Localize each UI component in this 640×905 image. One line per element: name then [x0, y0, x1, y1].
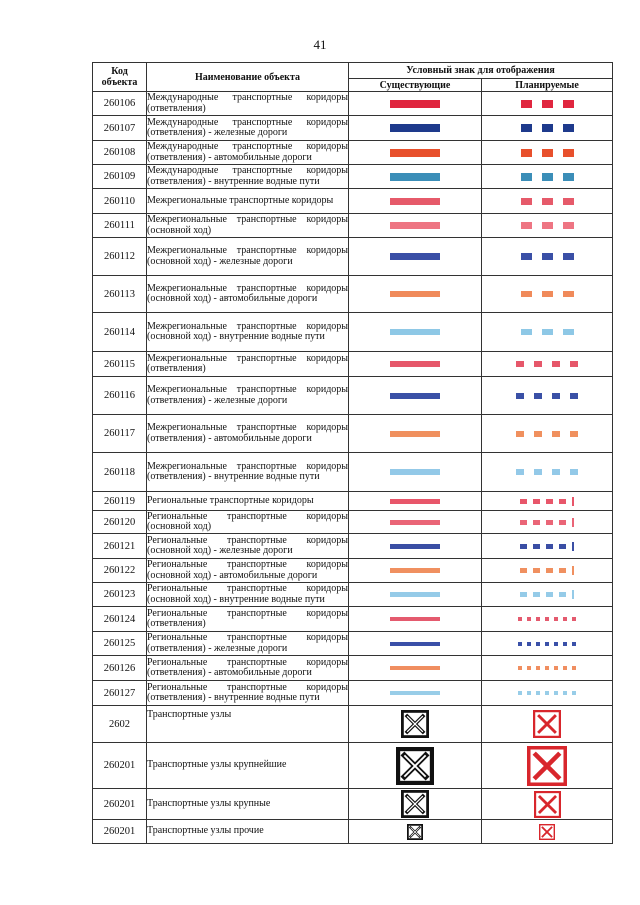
object-code: 260108	[93, 141, 147, 165]
dash-segment	[534, 469, 542, 475]
dash-segment	[518, 617, 522, 621]
existing-line-symbol	[390, 222, 440, 229]
dash-segment	[542, 222, 553, 229]
existing-symbol-cell	[349, 214, 482, 238]
object-name: Региональные транспортные коридоры (основной ход)	[147, 510, 348, 532]
dash-segment	[570, 431, 578, 437]
planned-symbol-cell	[482, 313, 613, 352]
planned-symbol-cell	[482, 632, 613, 656]
dash-segment	[563, 666, 567, 670]
table-row	[93, 743, 613, 789]
object-name: Межрегиональные транспортные коридоры (основной ход) - внутренние водные пути	[147, 313, 349, 352]
dash-segment	[533, 499, 540, 504]
dash-segment	[542, 149, 553, 157]
dash-segment	[563, 198, 574, 205]
dash-segment	[554, 617, 558, 621]
object-name: Региональные транспортные коридоры (ответвления)	[147, 607, 349, 632]
dash-segment	[563, 149, 574, 157]
dash-segment	[527, 617, 531, 621]
object-name: Международные транспортные коридоры (ответвления) - железные дороги	[147, 116, 349, 141]
dash-segment	[516, 431, 524, 437]
object-name: Межрегиональные транспортные коридоры (основной ход)	[147, 214, 348, 236]
planned-dashed-symbol	[520, 590, 574, 599]
planned-symbol-cell	[482, 189, 613, 214]
existing-symbol-cell	[349, 238, 482, 276]
dash-segment	[534, 431, 542, 437]
dash-segment	[545, 617, 549, 621]
object-code: 260115	[93, 352, 147, 377]
existing-line-symbol	[390, 642, 440, 646]
existing-line-symbol	[390, 198, 440, 205]
existing-symbol-cell	[349, 492, 482, 511]
dash-segment	[563, 124, 574, 132]
object-code: 260111	[93, 214, 147, 238]
planned-symbol-cell	[482, 681, 613, 706]
planned-dashed-symbol	[520, 542, 574, 551]
dash-segment	[572, 566, 574, 575]
dash-segment	[521, 291, 532, 297]
object-name: Межрегиональные транспортные коридоры (основной ход) - железные дороги	[147, 238, 349, 276]
dash-segment	[542, 253, 553, 260]
existing-symbol-cell	[349, 511, 482, 534]
dash-segment	[542, 100, 553, 108]
planned-transport-node-icon	[533, 710, 561, 738]
dash-segment	[542, 124, 553, 132]
dash-segment	[559, 520, 566, 525]
existing-line-symbol	[390, 393, 440, 399]
dash-segment	[563, 222, 574, 229]
planned-dashed-symbol	[516, 431, 578, 437]
dash-segment	[521, 198, 532, 205]
existing-line-symbol	[390, 361, 440, 367]
dash-segment	[533, 520, 540, 525]
table-row	[93, 681, 613, 706]
planned-dashed-symbol	[521, 291, 574, 297]
dash-segment	[546, 592, 553, 597]
planned-symbol-cell	[482, 534, 613, 559]
planned-symbol-cell	[482, 415, 613, 453]
object-name: Межрегиональные транспортные коридоры (ответвления) - автомобильные дороги	[147, 415, 349, 453]
dash-segment	[559, 544, 566, 549]
table-row	[93, 789, 613, 820]
object-code: 260120	[93, 511, 147, 534]
object-code: 2602	[93, 706, 147, 743]
dash-segment	[518, 691, 522, 695]
dash-segment	[554, 691, 558, 695]
table-row	[93, 632, 613, 656]
dash-segment	[563, 329, 574, 335]
planned-dashed-symbol	[516, 361, 578, 367]
planned-dashed-symbol	[521, 100, 574, 108]
object-code: 260201	[93, 743, 147, 789]
dash-segment	[533, 544, 540, 549]
existing-line-symbol	[390, 253, 440, 260]
dash-segment	[521, 222, 532, 229]
dash-segment	[559, 499, 566, 504]
object-code: 260113	[93, 276, 147, 313]
object-code: 260123	[93, 583, 147, 607]
object-name: Межрегиональные транспортные коридоры (ответвления) - железные дороги	[147, 377, 349, 415]
planned-dashed-symbol	[521, 149, 574, 157]
planned-symbol-cell	[482, 165, 613, 189]
object-code: 260126	[93, 656, 147, 681]
table-row	[93, 656, 613, 681]
dash-segment	[545, 666, 549, 670]
planned-dashed-symbol	[520, 497, 574, 506]
table-row	[93, 492, 613, 511]
existing-symbol-cell	[349, 92, 482, 116]
object-code: 260124	[93, 607, 147, 632]
planned-transport-node-icon	[539, 824, 555, 840]
object-code: 260110	[93, 189, 147, 214]
existing-line-symbol	[390, 544, 440, 549]
existing-symbol-cell	[349, 706, 482, 743]
planned-symbol-cell	[482, 453, 613, 492]
header-name: Наименование объекта	[147, 63, 349, 92]
planned-dashed-symbol	[518, 642, 576, 646]
dash-segment	[521, 124, 532, 132]
table-row	[93, 534, 613, 559]
planned-symbol-cell	[482, 559, 613, 583]
dash-segment	[563, 691, 567, 695]
dash-segment	[536, 666, 540, 670]
planned-symbol-cell	[482, 789, 613, 820]
dash-segment	[533, 592, 540, 597]
dash-segment	[516, 469, 524, 475]
table-row	[93, 238, 613, 276]
dash-segment	[518, 666, 522, 670]
dash-segment	[546, 568, 553, 573]
table-row	[93, 141, 613, 165]
object-code: 260119	[93, 492, 147, 511]
dash-segment	[516, 393, 524, 399]
existing-line-symbol	[390, 329, 440, 335]
dash-segment	[570, 469, 578, 475]
object-name: Региональные транспортные коридоры (основной ход) - железные дороги	[147, 534, 349, 559]
dash-segment	[536, 617, 540, 621]
object-name: Транспортные узлы прочие	[147, 820, 349, 844]
dash-segment	[563, 100, 574, 108]
dash-segment	[570, 361, 578, 367]
existing-symbol-cell	[349, 189, 482, 214]
table-row	[93, 116, 613, 141]
table-row	[93, 453, 613, 492]
planned-dashed-symbol	[521, 329, 574, 335]
object-name: Транспортные узлы крупнейшие	[147, 743, 349, 789]
header-planned: Планируемые	[482, 79, 613, 92]
object-name: Международные транспортные коридоры (ответвления) - автомобильные дороги	[147, 141, 348, 163]
planned-symbol-cell	[482, 92, 613, 116]
planned-symbol-cell	[482, 511, 613, 534]
planned-symbol-cell	[482, 238, 613, 276]
dash-segment	[546, 544, 553, 549]
dash-segment	[572, 497, 574, 506]
object-name: Региональные транспортные коридоры (ответвления) - автомобильные дороги	[147, 656, 349, 681]
object-name: Транспортные узлы крупные	[147, 789, 349, 820]
dash-segment	[545, 642, 549, 646]
dash-segment	[521, 329, 532, 335]
planned-symbol-cell	[482, 656, 613, 681]
table-row	[93, 607, 613, 632]
planned-symbol-cell	[482, 276, 613, 313]
table-row	[93, 415, 613, 453]
existing-transport-node-icon	[396, 747, 434, 785]
dash-segment	[520, 520, 527, 525]
dash-segment	[554, 666, 558, 670]
object-code: 260106	[93, 92, 147, 116]
planned-dashed-symbol	[521, 253, 574, 260]
dash-segment	[527, 666, 531, 670]
existing-symbol-cell	[349, 415, 482, 453]
existing-symbol-cell	[349, 276, 482, 313]
planned-symbol-cell	[482, 377, 613, 415]
existing-symbol-cell	[349, 559, 482, 583]
dash-segment	[542, 291, 553, 297]
planned-dashed-symbol	[518, 691, 576, 695]
object-code: 260125	[93, 632, 147, 656]
dash-segment	[559, 592, 566, 597]
dash-segment	[520, 544, 527, 549]
existing-symbol-cell	[349, 313, 482, 352]
object-name: Международные транспортные коридоры (ответвления) - внутренние водные пути	[147, 165, 348, 187]
dash-segment	[521, 100, 532, 108]
existing-transport-node-icon	[401, 790, 429, 818]
dash-segment	[521, 173, 532, 181]
dash-segment	[572, 666, 576, 670]
table-row	[93, 583, 613, 607]
dash-segment	[552, 431, 560, 437]
existing-symbol-cell	[349, 820, 482, 844]
object-code: 260121	[93, 534, 147, 559]
object-code: 260112	[93, 238, 147, 276]
dash-segment	[527, 691, 531, 695]
dash-segment	[516, 361, 524, 367]
existing-symbol-cell	[349, 377, 482, 415]
table-row	[93, 706, 613, 743]
object-name: Региональные транспортные коридоры (основной ход) - внутренние водные пути	[147, 583, 348, 605]
dash-segment	[552, 469, 560, 475]
existing-symbol-cell	[349, 743, 482, 789]
existing-line-symbol	[390, 520, 440, 525]
object-name: Региональные транспортные коридоры (основной ход) - автомобильные дороги	[147, 559, 348, 581]
existing-line-symbol	[390, 291, 440, 297]
existing-line-symbol	[390, 173, 440, 181]
dash-segment	[521, 253, 532, 260]
table-row	[93, 276, 613, 313]
table-row	[93, 313, 613, 352]
object-name: Транспортные узлы	[147, 706, 349, 743]
planned-dashed-symbol	[520, 518, 574, 527]
existing-line-symbol	[390, 469, 440, 475]
header-symbol: Условный знак для отображения	[349, 63, 613, 79]
dash-segment	[572, 617, 576, 621]
existing-symbol-cell	[349, 607, 482, 632]
dash-segment	[572, 590, 574, 599]
planned-dashed-symbol	[516, 469, 578, 475]
dash-segment	[552, 361, 560, 367]
dash-segment	[542, 173, 553, 181]
planned-symbol-cell	[482, 492, 613, 511]
object-name: Региональные транспортные коридоры (ответвления) - внутренние водные пути	[147, 681, 349, 706]
dash-segment	[542, 329, 553, 335]
planned-symbol-cell	[482, 706, 613, 743]
planned-dashed-symbol	[518, 617, 576, 621]
dash-segment	[521, 149, 532, 157]
table-row	[93, 511, 613, 534]
existing-symbol-cell	[349, 789, 482, 820]
dash-segment	[563, 617, 567, 621]
object-code: 260201	[93, 789, 147, 820]
existing-symbol-cell	[349, 116, 482, 141]
dash-segment	[572, 691, 576, 695]
existing-line-symbol	[390, 592, 440, 597]
object-name: Региональные транспортные коридоры	[147, 492, 349, 511]
object-code: 260114	[93, 313, 147, 352]
planned-symbol-cell	[482, 583, 613, 607]
table-row	[93, 214, 613, 238]
table-row	[93, 189, 613, 214]
dash-segment	[520, 568, 527, 573]
planned-symbol-cell	[482, 820, 613, 844]
existing-line-symbol	[390, 499, 440, 504]
planned-symbol-cell	[482, 607, 613, 632]
object-name: Межрегиональные транспортные коридоры	[147, 189, 349, 214]
existing-line-symbol	[390, 568, 440, 573]
dash-segment	[572, 642, 576, 646]
dash-segment	[527, 642, 531, 646]
object-name: Межрегиональные транспортные коридоры (ответвления) - внутренние водные пути	[147, 453, 349, 492]
dash-segment	[563, 173, 574, 181]
dash-segment	[534, 393, 542, 399]
object-code: 260107	[93, 116, 147, 141]
dash-segment	[536, 642, 540, 646]
object-code: 260118	[93, 453, 147, 492]
dash-segment	[520, 499, 527, 504]
planned-dashed-symbol	[520, 566, 574, 575]
existing-line-symbol	[390, 149, 440, 157]
existing-line-symbol	[390, 691, 440, 695]
existing-line-symbol	[390, 431, 440, 437]
dash-segment	[572, 542, 574, 551]
planned-symbol-cell	[482, 141, 613, 165]
dash-segment	[533, 568, 540, 573]
object-code: 260109	[93, 165, 147, 189]
planned-dashed-symbol	[521, 173, 574, 181]
existing-symbol-cell	[349, 656, 482, 681]
existing-transport-node-icon	[401, 710, 429, 738]
object-name: Межрегиональные транспортные коридоры (основной ход) - автомобильные дороги	[147, 276, 349, 313]
dash-segment	[545, 691, 549, 695]
dash-segment	[518, 642, 522, 646]
table-row	[93, 559, 613, 583]
table-row	[93, 92, 613, 116]
object-code: 260116	[93, 377, 147, 415]
existing-line-symbol	[390, 666, 440, 670]
dash-segment	[520, 592, 527, 597]
existing-symbol-cell	[349, 632, 482, 656]
dash-segment	[536, 691, 540, 695]
table-row	[93, 377, 613, 415]
object-code: 260127	[93, 681, 147, 706]
legend-table	[92, 62, 613, 844]
dash-segment	[563, 291, 574, 297]
planned-transport-node-icon	[534, 791, 561, 818]
dash-segment	[563, 253, 574, 260]
existing-symbol-cell	[349, 165, 482, 189]
planned-dashed-symbol	[521, 124, 574, 132]
planned-transport-node-icon	[527, 746, 567, 786]
dash-segment	[570, 393, 578, 399]
table-row	[93, 352, 613, 377]
existing-line-symbol	[390, 124, 440, 132]
table-row	[93, 820, 613, 844]
dash-segment	[546, 499, 553, 504]
dash-segment	[552, 393, 560, 399]
header-existing: Существующие	[349, 79, 482, 92]
planned-symbol-cell	[482, 743, 613, 789]
planned-symbol-cell	[482, 116, 613, 141]
object-code: 260122	[93, 559, 147, 583]
existing-symbol-cell	[349, 453, 482, 492]
table-row	[93, 165, 613, 189]
existing-line-symbol	[390, 617, 440, 621]
object-name: Региональные транспортные коридоры (ответвления) - железные дороги	[147, 632, 348, 654]
planned-dashed-symbol	[521, 198, 574, 205]
header-code: Код объекта	[93, 63, 147, 92]
dash-segment	[534, 361, 542, 367]
object-name: Международные транспортные коридоры (ответвления)	[147, 92, 348, 114]
planned-dashed-symbol	[518, 666, 576, 670]
planned-symbol-cell	[482, 214, 613, 238]
dash-segment	[559, 568, 566, 573]
planned-dashed-symbol	[521, 222, 574, 229]
object-code: 260117	[93, 415, 147, 453]
dash-segment	[546, 520, 553, 525]
existing-symbol-cell	[349, 681, 482, 706]
existing-symbol-cell	[349, 534, 482, 559]
dash-segment	[554, 642, 558, 646]
object-name: Межрегиональные транспортные коридоры (ответвления)	[147, 352, 349, 377]
planned-symbol-cell	[482, 352, 613, 377]
existing-line-symbol	[390, 100, 440, 108]
page-number: 41	[313, 37, 327, 52]
existing-symbol-cell	[349, 352, 482, 377]
dash-segment	[542, 198, 553, 205]
object-code: 260201	[93, 820, 147, 844]
dash-segment	[572, 518, 574, 527]
planned-dashed-symbol	[516, 393, 578, 399]
existing-transport-node-icon	[407, 824, 423, 840]
dash-segment	[563, 642, 567, 646]
existing-symbol-cell	[349, 583, 482, 607]
existing-symbol-cell	[349, 141, 482, 165]
